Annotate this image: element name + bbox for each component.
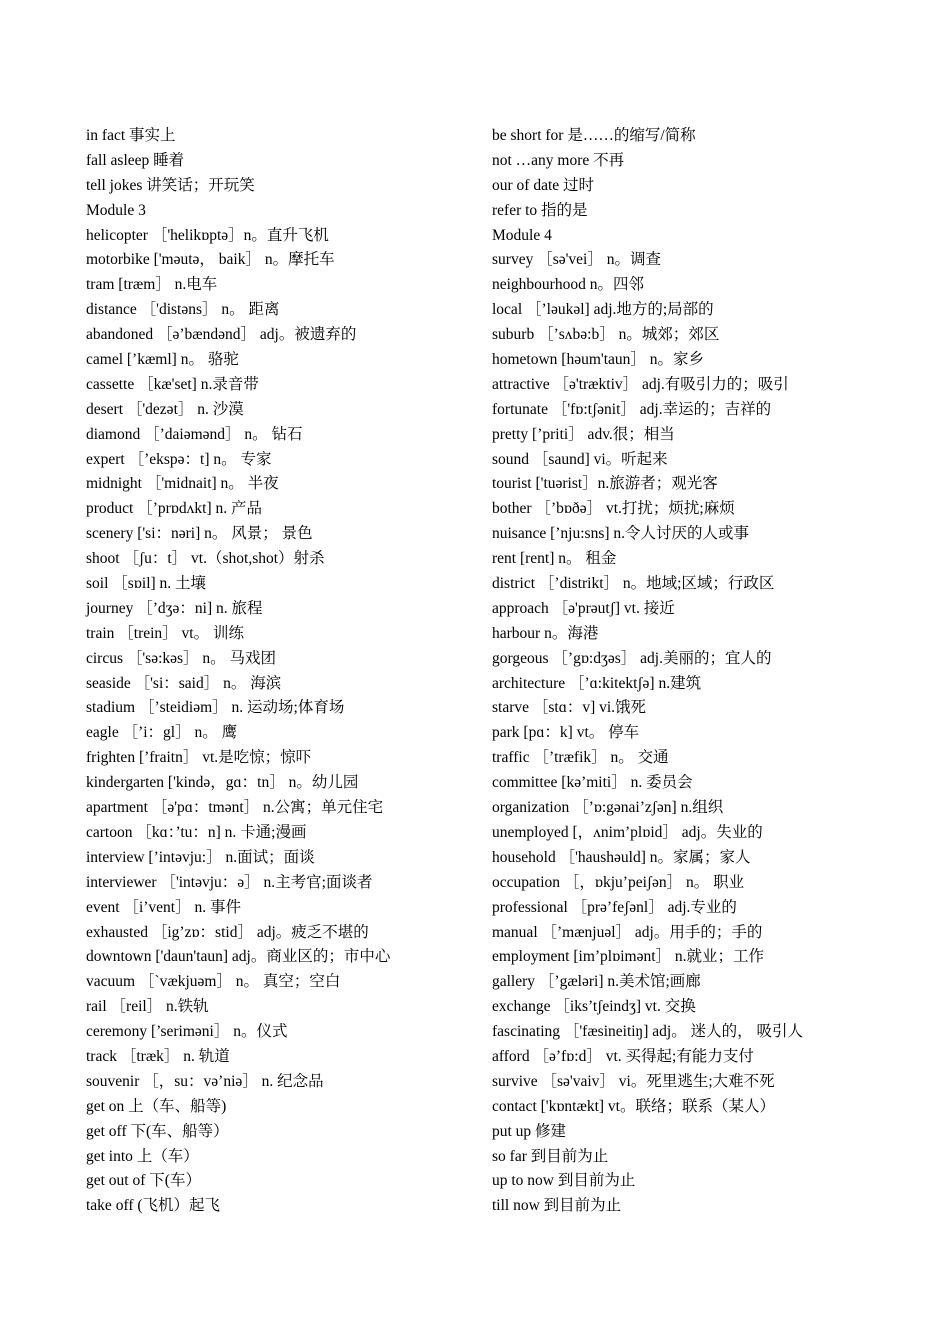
vocab-entry: employment [im’plɒimənt］ n.就业；工作 (492, 948, 765, 966)
vocab-entry: unemployed [，ʌnim’plɒid］ adj。失业的 (492, 823, 763, 841)
module-heading: Module 4 (492, 226, 552, 244)
phrase-entry: get into 上（车） (86, 1147, 199, 1165)
vocab-entry: event ［i’vent］ n. 事件 (86, 898, 241, 916)
phrase-entry: get out of 下(车） (86, 1172, 201, 1190)
vocab-entry: interview [’intəvju:］ n.面试；面谈 (86, 848, 315, 866)
vocab-entry: product ［’prɒdʌkt] n. 产品 (86, 500, 262, 518)
vocab-entry: distance ［'distəns］ n。 距离 (86, 301, 280, 319)
vocab-entry: architecture ［’ɑ:kitektʃə] n.建筑 (492, 674, 702, 692)
vocab-entry: tram [træm］ n.电车 (86, 276, 218, 294)
vocab-entry: exchange ［iks’tʃeindʒ] vt. 交换 (492, 998, 696, 1016)
phrase-entry: so far 到目前为止 (492, 1147, 609, 1165)
phrase-entry: refer to 指的是 (492, 201, 588, 219)
vocab-entry: cartoon ［kɑ：’tu：n] n. 卡通;漫画 (86, 823, 307, 841)
vocab-entry: stadium ［’steidiəm］ n. 运动场;体育场 (86, 699, 345, 717)
phrase-entry: be short for 是……的缩写/简称 (492, 127, 696, 144)
vocab-entry: district ［’distrikt］ n。地域;区域；行政区 (492, 575, 775, 593)
vocab-entry: survive ［sə'vaiv］ vi。死里逃生;大难不死 (492, 1072, 775, 1090)
vocab-entry: scenery ['si：nəri] n。 风景； 景色 (86, 525, 313, 543)
vocab-entry: downtown ['daun'taun] adj。商业区的；市中心 (86, 948, 391, 966)
vocab-entry: gallery ［’gæləri] n.美术馆;画廊 (492, 973, 701, 991)
vocab-entry: journey ［’dʒə：ni] n. 旅程 (86, 599, 263, 617)
phrase-entry: our of date 过时 (492, 176, 595, 194)
vocab-entry: pretty [’priti］ adv.很；相当 (492, 425, 675, 443)
vocab-entry: contact ['kɒntækt] vt。联络；联系（某人） (492, 1097, 775, 1115)
vocab-entry: abandoned ［ə’bændənd］ adj。被遗弃的 (86, 326, 357, 344)
vocab-entry: local ［’ləukəl] adj.地方的;局部的 (492, 301, 714, 319)
vocab-entry: starve ［stɑ：v] vi.饿死 (492, 699, 647, 717)
vocab-entry: sound ［saund] vi。听起来 (492, 450, 668, 468)
vocab-entry: hometown [həum'taun］ n。家乡 (492, 351, 705, 369)
vocab-entry: traffic ［’træfik］ n。 交通 (492, 749, 669, 767)
module-heading: Module 3 (86, 201, 146, 219)
vocab-entry: desert ［'dezət］ n. 沙漠 (86, 400, 244, 418)
vocab-entry: fortunate ［'fɒ:tʃənit］ adj.幸运的；吉祥的 (492, 400, 772, 418)
right-vocabulary-column (492, 124, 912, 1219)
vocab-entry: fascinating ［'fæsineitiŋ] adj。 迷人的， 吸引人 (492, 1023, 803, 1041)
vocab-entry: helicopter ［'helikɒptə］n。直升飞机 (86, 226, 329, 244)
vocab-entry: tell jokes 讲笑话；开玩笑 (86, 176, 255, 194)
vocab-entry: motorbike ['məutə， baik］ n。摩托车 (86, 251, 335, 269)
vocab-entry: harbour n。海港 (492, 624, 599, 642)
vocab-entry: frighten [’fraitn］ vt.是吃惊；惊吓 (86, 749, 312, 767)
vocab-entry: approach ［ə'prəutʃ] vt. 接近 (492, 599, 675, 617)
vocab-entry: cassette ［kæ'set] n.录音带 (86, 375, 259, 393)
vocab-entry: kindergarten ['kində，gɑ：tn］ n。幼儿园 (86, 774, 359, 792)
vocab-entry: park [pɑ：k] vt。 停车 (492, 724, 640, 742)
vocab-entry: organization ［’ɒ:gənai’zʃən] n.组织 (492, 799, 724, 817)
vocab-entry: midnight ［'midnait] n。 半夜 (86, 475, 279, 493)
phrase-entry: up to now 到目前为止 (492, 1172, 636, 1190)
vocab-entry: professional ［prə’feʃənl］ adj.专业的 (492, 898, 737, 916)
vocab-entry: nuisance [’nju:sns] n.令人讨厌的人或事 (492, 525, 750, 543)
vocab-entry: seaside ［'si：said］ n。 海滨 (86, 674, 282, 692)
phrase-entry: get on 上（车、船等) (86, 1097, 227, 1115)
vocab-entry: vacuum ［`vækjuəm］ n。 真空；空白 (86, 973, 341, 991)
vocab-entry: exhausted ［ig’zɒ：stid］ adj。疲乏不堪的 (86, 923, 369, 941)
phrase-entry: till now 到目前为止 (492, 1197, 622, 1215)
vocab-entry: diamond ［’daiəmənd］ n。 钻石 (86, 425, 303, 443)
vocab-entry: circus ［'sə:kəs］ n。 马戏团 (86, 649, 277, 667)
left-vocabulary-column (86, 124, 486, 1219)
vocab-entry: soil ［sɒil] n. 土壤 (86, 575, 207, 593)
vocab-entry: afford ［ə’fɒ:d］ vt. 买得起;有能力支付 (492, 1047, 754, 1065)
vocab-entry: expert ［’ekspə：t] n。 专家 (86, 450, 272, 468)
vocab-entry: interviewer ［'intəvju：ə］ n.主考官;面谈者 (86, 873, 373, 891)
vocab-entry: occupation ［，ɒkju’peiʃən］ n。 职业 (492, 873, 745, 891)
vocab-entry: ceremony [’seriməni］ n。仪式 (86, 1023, 288, 1041)
vocab-entry: survey ［sə'vei］ n。调查 (492, 251, 661, 269)
vocab-entry: train ［trein］ vt。 训练 (86, 624, 244, 642)
phrase-entry: not …any more 不再 (492, 151, 625, 169)
vocab-entry: rail ［reil］ n.铁轨 (86, 998, 209, 1016)
vocab-entry: in fact 事实上 (86, 127, 176, 144)
vocab-entry: suburb ［’sʌbə:b］ n。城郊；郊区 (492, 326, 720, 344)
vocab-entry: bother ［’bɒðə］ vt.打扰；烦扰;麻烦 (492, 500, 735, 518)
vocab-entry: camel [’kæml] n。 骆驼 (86, 351, 239, 369)
phrase-entry: take off (飞机）起飞 (86, 1197, 221, 1215)
vocab-entry: shoot ［ʃu：t］ vt.（shot,shot）射杀 (86, 550, 325, 568)
vocab-entry: committee [kə’miti］ n. 委员会 (492, 774, 693, 792)
vocab-entry: rent [rent] n。 租金 (492, 550, 617, 568)
phrase-entry: get off 下(车、船等） (86, 1122, 229, 1140)
vocab-entry: fall asleep 睡着 (86, 151, 185, 169)
vocab-entry: household ［'haushəuld] n。家属；家人 (492, 848, 751, 866)
vocab-entry: gorgeous ［’gɒ:dʒəs］ adj.美丽的；宜人的 (492, 649, 772, 667)
vocab-entry: attractive ［ə'træktiv］ adj.有吸引力的；吸引 (492, 375, 789, 393)
vocab-entry: tourist ['tuərist］n.旅游者；观光客 (492, 475, 718, 493)
vocab-entry: souvenir ［，su：və’niə］ n. 纪念品 (86, 1072, 324, 1090)
phrase-entry: put up 修建 (492, 1122, 567, 1140)
vocab-entry: neighbourhood n。四邻 (492, 276, 644, 294)
vocab-entry: apartment ［ə'pɑ：tmənt］ n.公寓；单元住宅 (86, 799, 384, 817)
vocab-entry: eagle ［’i：gl］ n。 鹰 (86, 724, 238, 742)
vocab-entry: manual ［’mænjuəl］ adj。用手的；手的 (492, 923, 763, 941)
vocab-entry: track ［træk］ n. 轨道 (86, 1047, 230, 1065)
